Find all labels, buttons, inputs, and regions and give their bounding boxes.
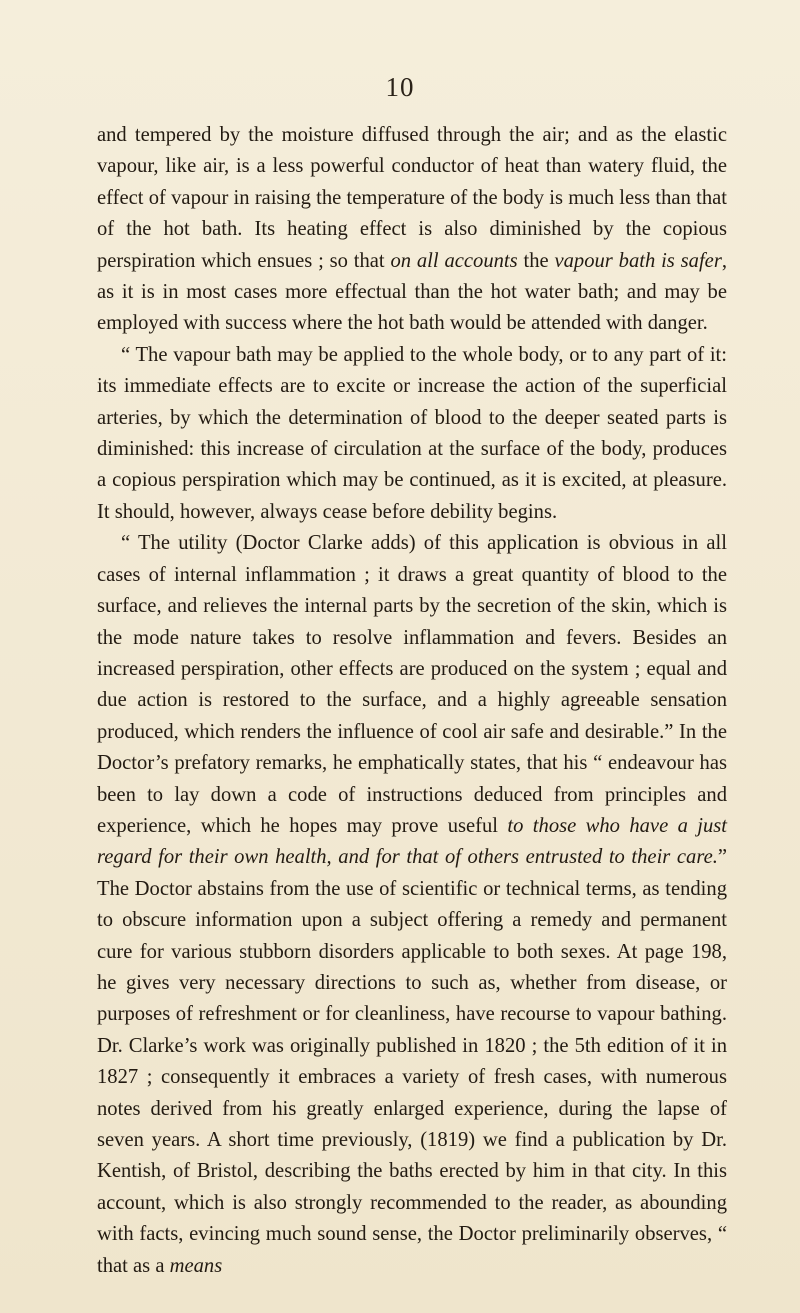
paragraph: [97, 340, 727, 528]
text-run: “ The vapour bath may be applied to the whole body, or to any part of it: its immediate effects are to excite or increase the action of the superficial arteries, by which the determination of blood to the deeper seated parts is diminished: this increase of circulation at the surface of the body, produces a copious perspiration which may be continued, as it is excited, at pleasure. It should, however, always cease before debility begins.: [97, 343, 727, 523]
body-text: [97, 120, 727, 1282]
text-run: the: [517, 249, 555, 272]
italic-text: vapour bath is safer: [554, 249, 722, 272]
text-run: and tempered by the moisture diffused through the air; and as the elastic vapour, like air, is a less powerful conductor of heat than watery fluid, the effect of vapour in raising the temperature of the body is much less than that of the hot bath. Its heating effect is also diminished by the copious perspiration which ensues ; so that: [97, 124, 727, 272]
text-run: ” The Doctor abstains from the use of scientific or technical terms, as tending to obscure information upon a subject offering a remedy and permanent cure for various stubborn disorders applicable to both sexes. At page 198, he gives very necessary directions to such as, whether from disease, or purposes of refreshment or for cleanliness, have recourse to vapour bathing. Dr. Clarke’s work was originally published in 1820 ; the 5th edition of it in 1827 ; consequently it embraces a variety of fresh cases, with numerous notes derived from his greatly enlarged experience, during the lapse of seven years. A short time previously, (1819) we find a publication by Dr. Kentish, of Bristol, describing the baths erected by him in that city. In this account, which is also strongly recommended to the reader, as abounding with facts, evincing much sound sense, the Doctor preliminarily observes, “ that as a: [97, 846, 727, 1277]
italic-text: means: [169, 1254, 223, 1277]
italic-text: on all accounts: [390, 249, 518, 272]
paragraph: [97, 528, 727, 1282]
text-run: “ The utility (Doctor Clarke adds) of this application is obvious in all cases of internal inflammation ; it draws a great quantity of blood to the surface, and relieves the internal parts by the secretion of the skin, which is the mode nature takes to resolve inflammation and fevers. Besides an increased perspiration, other effects are produced on the system ; equal and due action is restored to the surface, and a highly agreeable sensation produced, which renders the influence of cool air safe and desirable.” In the Doctor’s prefatory remarks, he emphatically states, that his “ endeavour has been to lay down a code of instructions deduced from principles and experience, which he hopes may prove useful: [97, 532, 727, 837]
page-number: 10: [385, 72, 415, 102]
paragraph: [97, 120, 727, 340]
text-run: , as it is in most cases more effectual than the hot water bath; and may be employed with success where the hot bath would be attended with danger.: [97, 249, 727, 335]
italic-text: to those who have a just regard for their own health, and for that of others entrusted to their care.: [97, 814, 727, 869]
